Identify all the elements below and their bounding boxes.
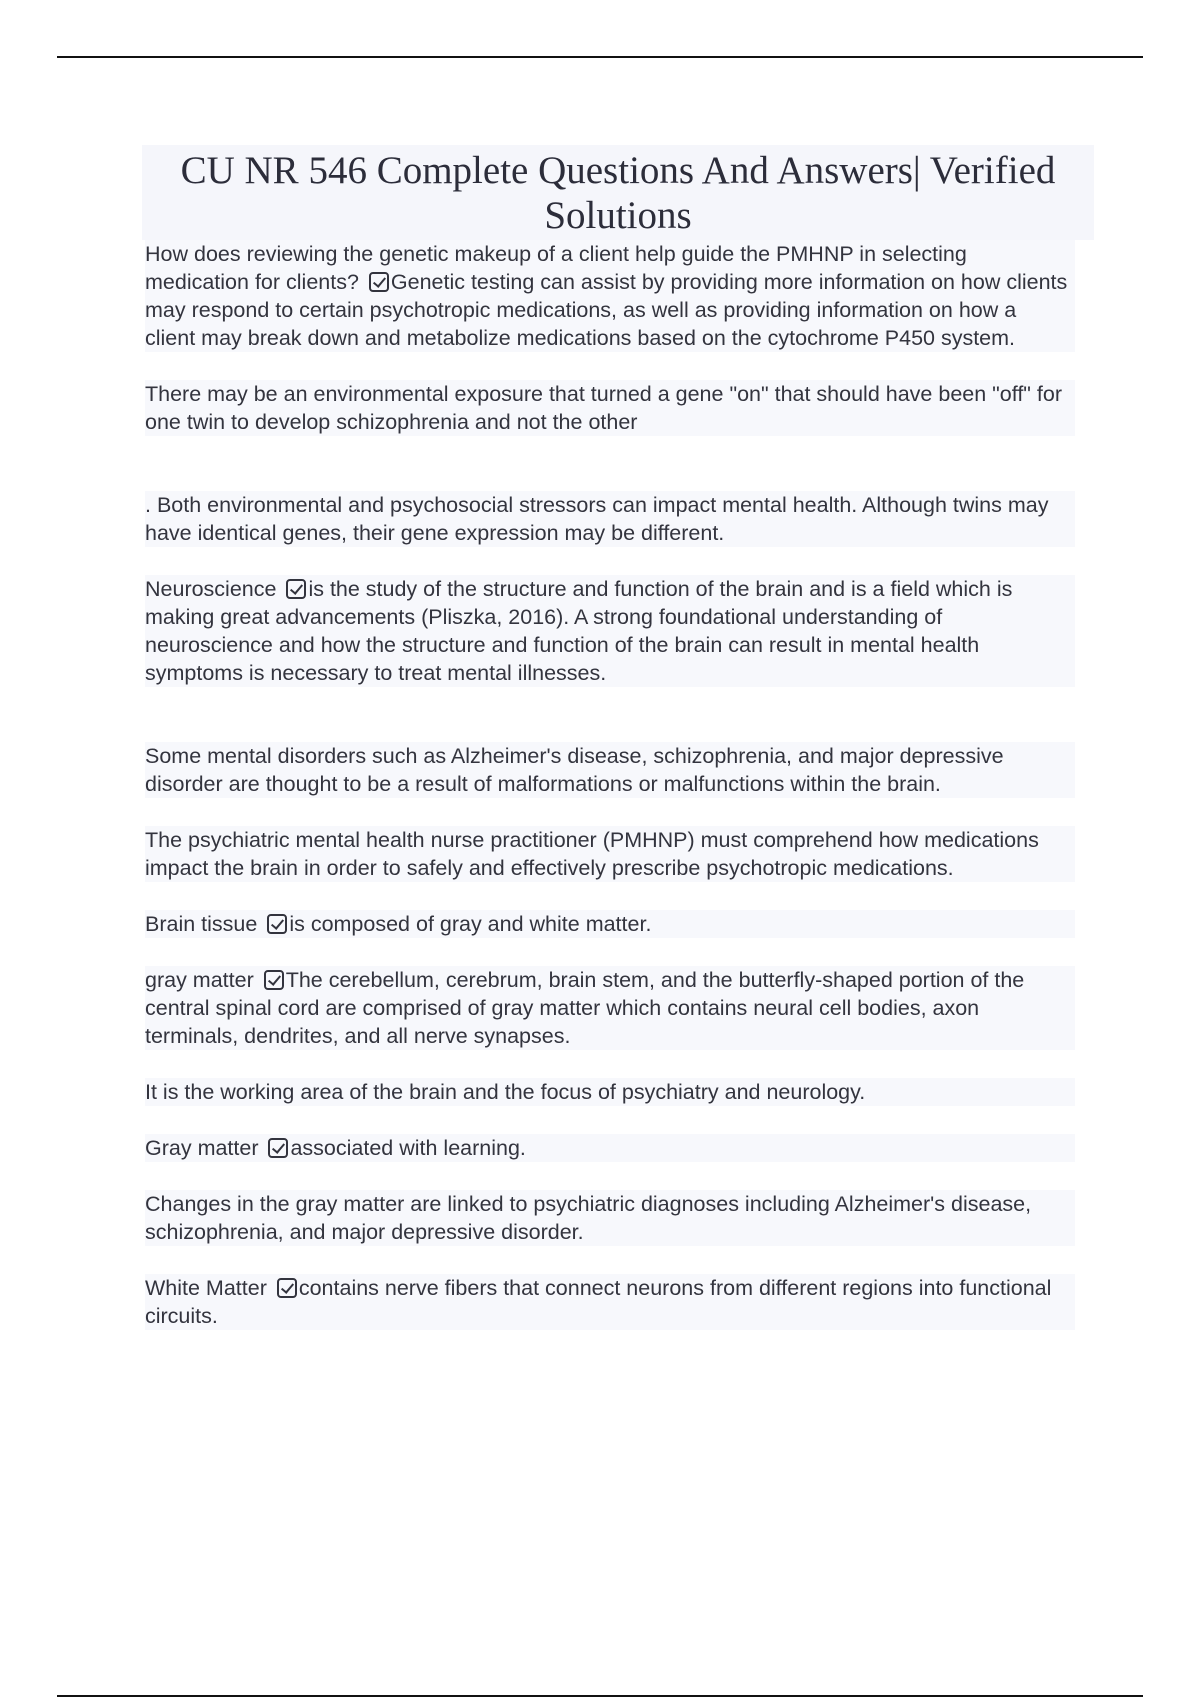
term-text: gray matter bbox=[145, 968, 260, 992]
definition-text: is the study of the structure and function of the brain and is a field which is making great advancements (Pliszka, 2016). A strong foundational understanding of neuroscience and how the structure and function of the brain can result in mental health symptoms is necessary to treat mental illnesses. bbox=[145, 577, 1013, 685]
qa-paragraph bbox=[145, 966, 1075, 1050]
term-text: White Matter bbox=[145, 1276, 273, 1300]
checkbox-icon bbox=[277, 1278, 297, 1298]
question-text: How does reviewing the genetic makeup of a client help guide the PMHNP in selecting medication for clients? bbox=[145, 242, 967, 294]
term-text: Brain tissue bbox=[145, 912, 264, 936]
term-text: Neuroscience bbox=[145, 577, 283, 601]
text-paragraph: . Both environmental and psychosocial stressors can impact mental health. Although twins may have identical genes, their gene expression may be different. bbox=[145, 491, 1075, 547]
checkbox-icon bbox=[264, 970, 284, 990]
definition-text: associated with learning. bbox=[290, 1136, 526, 1160]
definition-text: The cerebellum, cerebrum, brain stem, and the butterfly-shaped portion of the central spinal cord are comprised of gray matter which contains neural cell bodies, axon terminals, dendrites, and all nerve synapses. bbox=[145, 968, 1025, 1048]
top-rule bbox=[57, 56, 1143, 58]
text-paragraph: The psychiatric mental health nurse practitioner (PMHNP) must comprehend how medications impact the brain in order to safely and effectively prescribe psychotropic medications. bbox=[145, 826, 1075, 882]
qa-paragraph bbox=[145, 575, 1075, 687]
qa-paragraph bbox=[145, 1274, 1075, 1330]
qa-paragraph bbox=[145, 240, 1075, 352]
checkbox-icon bbox=[369, 272, 389, 292]
definition-text: is composed of gray and white matter. bbox=[289, 912, 652, 936]
checkbox-icon bbox=[267, 914, 287, 934]
qa-paragraph bbox=[145, 910, 1075, 938]
checkbox-icon bbox=[268, 1138, 288, 1158]
text-paragraph: Some mental disorders such as Alzheimer's disease, schizophrenia, and major depressive disorder are thought to be a result of malformations or malfunctions within the brain. bbox=[145, 742, 1075, 798]
text-paragraph: Changes in the gray matter are linked to psychiatric diagnoses including Alzheimer's disease, schizophrenia, and major depressive disorder. bbox=[145, 1190, 1075, 1246]
bottom-rule bbox=[57, 1695, 1143, 1697]
text-paragraph: There may be an environmental exposure that turned a gene "on" that should have been "off" for one twin to develop schizophrenia and not the other bbox=[145, 380, 1075, 436]
answer-text: Genetic testing can assist by providing more information on how clients may respond to certain psychotropic medications, as well as providing information on how a client may break down and metabolize medications based on the cytochrome P450 system. bbox=[145, 270, 1068, 350]
term-text: Gray matter bbox=[145, 1136, 265, 1160]
definition-text: contains nerve fibers that connect neurons from different regions into functional circuits. bbox=[145, 1276, 1052, 1328]
document-body bbox=[145, 240, 1075, 1358]
text-paragraph: It is the working area of the brain and the focus of psychiatry and neurology. bbox=[145, 1078, 1075, 1106]
title-block bbox=[142, 145, 1094, 240]
document-title: CU NR 546 Complete Questions And Answers| Verified Solutions bbox=[180, 149, 1056, 237]
checkbox-icon bbox=[286, 579, 306, 599]
qa-paragraph bbox=[145, 1134, 1075, 1162]
